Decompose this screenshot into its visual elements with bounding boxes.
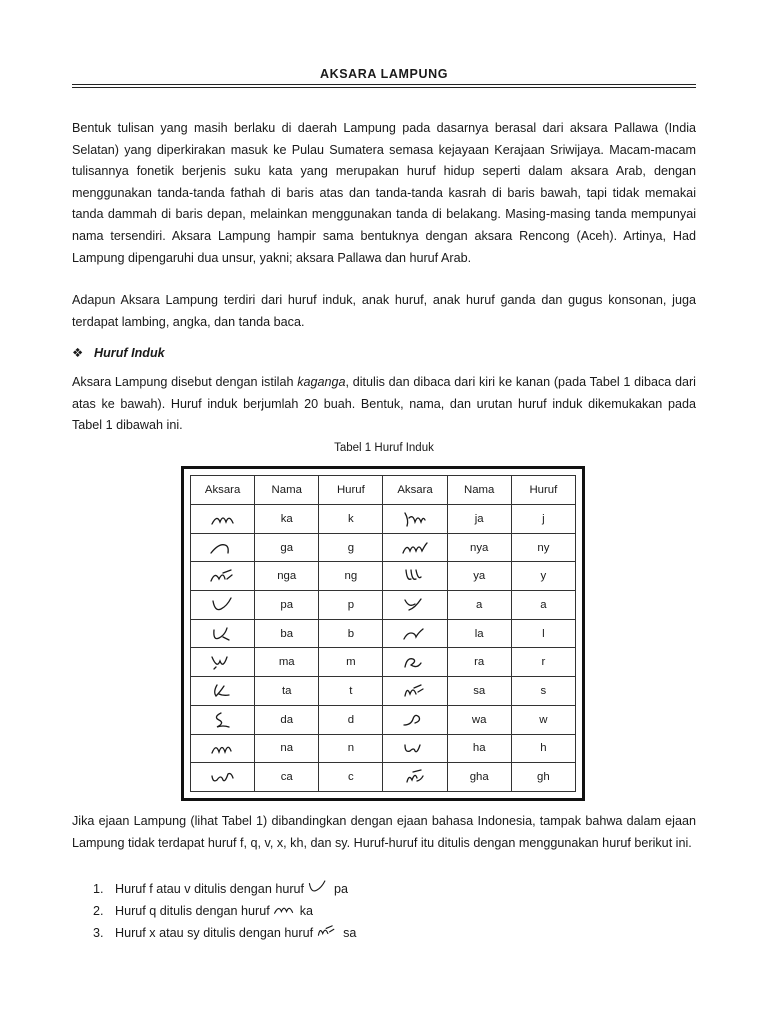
aksara-cell-right	[383, 705, 447, 734]
section-heading	[72, 345, 165, 360]
ka-glyph-icon	[209, 510, 237, 528]
aksara-cell-left	[191, 533, 255, 562]
aksara-cell-right	[383, 505, 447, 534]
nya-glyph-icon	[401, 539, 429, 557]
nama-cell-right: a	[447, 591, 511, 620]
list-item-suffix: ka	[299, 904, 314, 918]
list-item-number: 1.	[93, 882, 104, 896]
intro-paragraph-1: Bentuk tulisan yang masih berlaku di daerah Lampung pada dasarnya berasal dari aksara Pallawa (India Selatan) yang diperkirakan masuk ke Pulau Sumatera semasa kejayaan Kerajaan Sriwijaya. Macam-macam tulisannya fonetik berjenis suku kata yang merupakan huruf hidup seperti dalam aksara Arab, dengan menggunakan tanda-tanda fathah di baris atas dan tanda-tanda kasrah di baris bawah, tapi tidak memakai tanda dammah di baris depan, melainkan menggunakan tanda di belakang. Masing-masing tanda mempunyai nama tersendiri. Aksara Lampung hampir sama bentuknya dengan aksara Rencong (Aceh). Artinya, Had Lampung dipengaruhi dua unsur, yakni; aksara Pallawa dan huruf Arab.	[72, 121, 696, 265]
table-row	[191, 591, 576, 620]
huruf-cell-right: y	[511, 562, 575, 591]
huruf-cell-right: gh	[511, 763, 575, 792]
aksara-cell-left	[191, 591, 255, 620]
list-item-suffix: sa	[343, 926, 357, 940]
intro-paragraph-2: Adapun Aksara Lampung terdiri dari huruf induk, anak huruf, anak huruf ganda dan gugus konsonan, juga terdapat lambing, angka, dan tanda baca.	[72, 293, 696, 329]
wa-glyph-icon	[401, 711, 429, 729]
huruf-cell-right: r	[511, 648, 575, 677]
ka-glyph-icon	[272, 901, 296, 917]
pa-glyph-icon	[209, 596, 237, 614]
list-item-suffix: pa	[334, 882, 349, 896]
list-item	[93, 879, 348, 896]
aksara-cell-left	[191, 763, 255, 792]
nama-cell-right: ja	[447, 505, 511, 534]
nama-cell-right: ha	[447, 734, 511, 763]
nama-cell-left: nga	[255, 562, 319, 591]
table-row	[191, 734, 576, 763]
ba-glyph-icon	[209, 625, 237, 643]
nama-cell-left: na	[255, 734, 319, 763]
huruf-cell-left: k	[319, 505, 383, 534]
huruf-cell-left: m	[319, 648, 383, 677]
ta-glyph-icon	[209, 682, 237, 700]
huruf-cell-left: t	[319, 677, 383, 706]
na-glyph-icon	[209, 739, 237, 757]
closing-paragraph: Jika ejaan Lampung (lihat Tabel 1) dibandingkan dengan ejaan bahasa Indonesia, tampak bahwa dalam ejaan Lampung tidak terdapat huruf f, q, v, x, kh, dan sy. Huruf-huruf itu ditulis dengan menggunakan huruf berikut ini.	[72, 814, 696, 850]
table-row	[191, 648, 576, 677]
huruf-cell-right: ny	[511, 533, 575, 562]
nama-cell-left: ta	[255, 677, 319, 706]
list-item-number: 2.	[93, 904, 104, 918]
huruf-cell-right: a	[511, 591, 575, 620]
title-rule-thick	[72, 84, 696, 85]
la-glyph-icon	[401, 625, 429, 643]
nama-cell-right: ya	[447, 562, 511, 591]
huruf-cell-left: g	[319, 533, 383, 562]
huruf-cell-right: s	[511, 677, 575, 706]
aksara-cell-left	[191, 619, 255, 648]
nama-cell-right: gha	[447, 763, 511, 792]
nama-cell-right: sa	[447, 677, 511, 706]
aksara-cell-left	[191, 677, 255, 706]
section-paragraph	[72, 372, 696, 437]
nama-cell-right: ra	[447, 648, 511, 677]
nama-cell-left: pa	[255, 591, 319, 620]
document-title: AKSARA LAMPUNG	[319, 67, 449, 81]
nama-cell-left: ga	[255, 533, 319, 562]
header-nama-left: Nama	[255, 476, 319, 505]
table-row	[191, 677, 576, 706]
aksara-cell-right	[383, 533, 447, 562]
kaganga-term: kaganga	[297, 375, 346, 389]
aksara-cell-right	[383, 619, 447, 648]
header-aksara-right: Aksara	[383, 476, 447, 505]
header-huruf-right: Huruf	[511, 476, 575, 505]
list-item-text: Huruf f atau v ditulis dengan huruf	[115, 882, 305, 896]
nama-cell-left: ma	[255, 648, 319, 677]
a-glyph-icon	[401, 596, 429, 614]
header-aksara-left: Aksara	[191, 476, 255, 505]
table-header-row	[191, 476, 576, 505]
nama-cell-left: ka	[255, 505, 319, 534]
nama-cell-right: wa	[447, 705, 511, 734]
aksara-cell-left	[191, 734, 255, 763]
aksara-cell-right	[383, 734, 447, 763]
aksara-cell-right	[383, 591, 447, 620]
huruf-cell-left: d	[319, 705, 383, 734]
ma-glyph-icon	[209, 653, 237, 671]
sa-glyph-icon	[401, 682, 429, 700]
huruf-cell-right: w	[511, 705, 575, 734]
aksara-cell-right	[383, 677, 447, 706]
aksara-cell-left	[191, 505, 255, 534]
pa-glyph-icon	[306, 879, 330, 895]
table-row	[191, 763, 576, 792]
huruf-cell-left: b	[319, 619, 383, 648]
nama-cell-left: ba	[255, 619, 319, 648]
diamond-bullet-icon: ❖	[72, 346, 84, 360]
huruf-induk-table	[190, 475, 576, 792]
table-row	[191, 533, 576, 562]
list-item-text: Huruf x atau sy ditulis dengan huruf	[115, 926, 314, 940]
ya-glyph-icon	[401, 567, 429, 585]
nama-cell-left: da	[255, 705, 319, 734]
da-glyph-icon	[209, 711, 237, 729]
huruf-cell-left: ng	[319, 562, 383, 591]
table-caption: Tabel 1 Huruf Induk	[334, 442, 434, 454]
list-item	[93, 901, 313, 918]
aksara-cell-right	[383, 648, 447, 677]
ga-glyph-icon	[209, 539, 237, 557]
nama-cell-left: ca	[255, 763, 319, 792]
table-row	[191, 705, 576, 734]
list-item	[93, 923, 356, 940]
nama-cell-right: nya	[447, 533, 511, 562]
huruf-cell-left: p	[319, 591, 383, 620]
huruf-induk-table-frame	[181, 466, 585, 801]
header-huruf-left: Huruf	[319, 476, 383, 505]
huruf-cell-right: h	[511, 734, 575, 763]
ha-glyph-icon	[401, 739, 429, 757]
aksara-cell-right	[383, 763, 447, 792]
list-item-text: Huruf q ditulis dengan huruf	[115, 904, 270, 918]
sa-glyph-icon	[315, 923, 339, 939]
aksara-cell-left	[191, 562, 255, 591]
aksara-cell-right	[383, 562, 447, 591]
huruf-cell-right: l	[511, 619, 575, 648]
nga-glyph-icon	[209, 567, 237, 585]
header-nama-right: Nama	[447, 476, 511, 505]
huruf-cell-left: c	[319, 763, 383, 792]
table-row	[191, 619, 576, 648]
table-body	[191, 505, 576, 792]
list-item-number: 3.	[93, 926, 104, 940]
table-row	[191, 562, 576, 591]
huruf-cell-right: j	[511, 505, 575, 534]
section-paragraph-after: , ditulis dan dibaca dari kiri ke kanan (pada Tabel 1 dibaca dari atas ke bawah). Huruf induk berjumlah 20 buah. Bentuk, nama, dan urutan huruf induk dikemukakan pada Tabel 1 dibawah ini.	[72, 375, 696, 433]
title-rule-thin	[72, 87, 696, 88]
aksara-cell-left	[191, 648, 255, 677]
ra-glyph-icon	[401, 653, 429, 671]
section-heading-text: Huruf Induk	[94, 346, 165, 360]
nama-cell-right: la	[447, 619, 511, 648]
table-row	[191, 505, 576, 534]
ca-glyph-icon	[209, 768, 237, 786]
aksara-cell-left	[191, 705, 255, 734]
huruf-cell-left: n	[319, 734, 383, 763]
section-paragraph-before: Aksara Lampung disebut dengan istilah	[72, 375, 298, 389]
gha-glyph-icon	[401, 768, 429, 786]
ja-glyph-icon	[401, 510, 429, 528]
